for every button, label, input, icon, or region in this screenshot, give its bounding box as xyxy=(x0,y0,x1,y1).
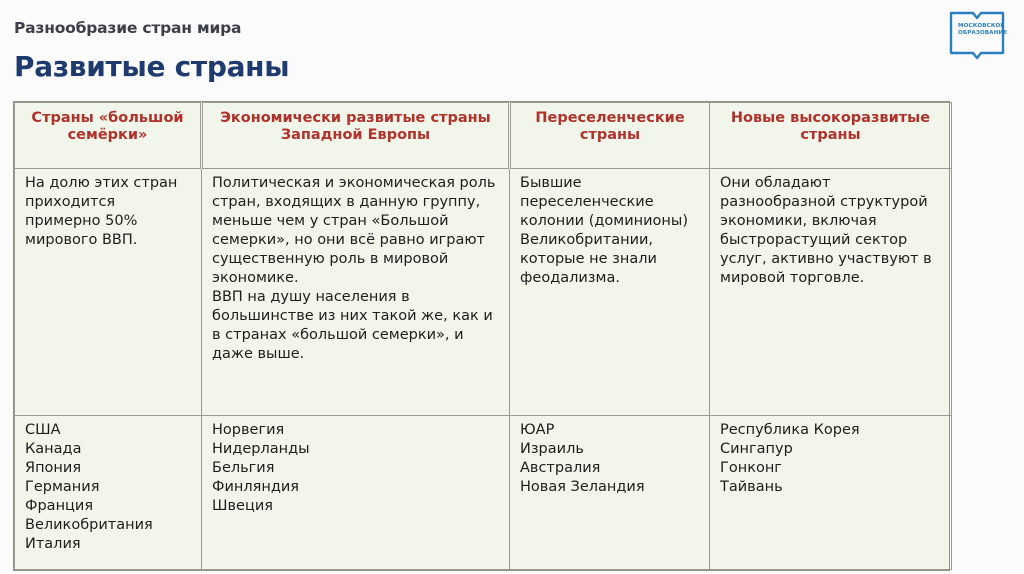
desc-new-developed: Они обладают разнообразной структурой экономики, включая быстрорастущий сектор услуг, активно участвуют в мировой торговле. xyxy=(710,169,952,416)
desc-settler-countries: Бывшие переселенческие колонии (доминионы) Великобритании, которые не знали феодализма. xyxy=(510,169,710,416)
header-new-developed: Новые высокоразвитые страны xyxy=(710,103,952,169)
countries-new-developed: Республика Корея Сингапур Гонконг Тайвань xyxy=(710,416,952,570)
slide-subtitle: Разнообразие стран мира xyxy=(14,19,242,37)
logo-text: МОСКОВСКОЕ ОБРАЗОВАНИЕ xyxy=(958,23,1008,36)
header-big-seven: Страны «большой семёрки» xyxy=(15,103,202,169)
developed-countries-table xyxy=(13,101,950,571)
countries-big-seven: США Канада Япония Германия Франция Великобритания Италия xyxy=(15,416,202,570)
desc-western-europe: Политическая и экономическая роль стран, входящих в данную группу, меньше чем у стран «Большой семерки», но они всё равно играют существенную роль в мировой экономике. ВВП на душу населения в большинстве из них такой же, как и в странах «большой семерки», и даже выше. xyxy=(202,169,510,416)
table-header-row xyxy=(15,103,952,169)
countries-western-europe: Норвегия Нидерланды Бельгия Финляндия Швеция xyxy=(202,416,510,570)
desc-big-seven: На долю этих стран приходится примерно 50% мирового ВВП. xyxy=(15,169,202,416)
slide-title: Развитые страны xyxy=(14,50,290,83)
table-row-countries xyxy=(15,416,952,570)
moscow-education-logo xyxy=(947,9,1007,61)
header-settler-countries: Переселенческие страны xyxy=(510,103,710,169)
header-western-europe: Экономически развитые страны Западной Европы xyxy=(202,103,510,169)
table-row-description xyxy=(15,169,952,416)
countries-settler: ЮАР Израиль Австралия Новая Зеландия xyxy=(510,416,710,570)
